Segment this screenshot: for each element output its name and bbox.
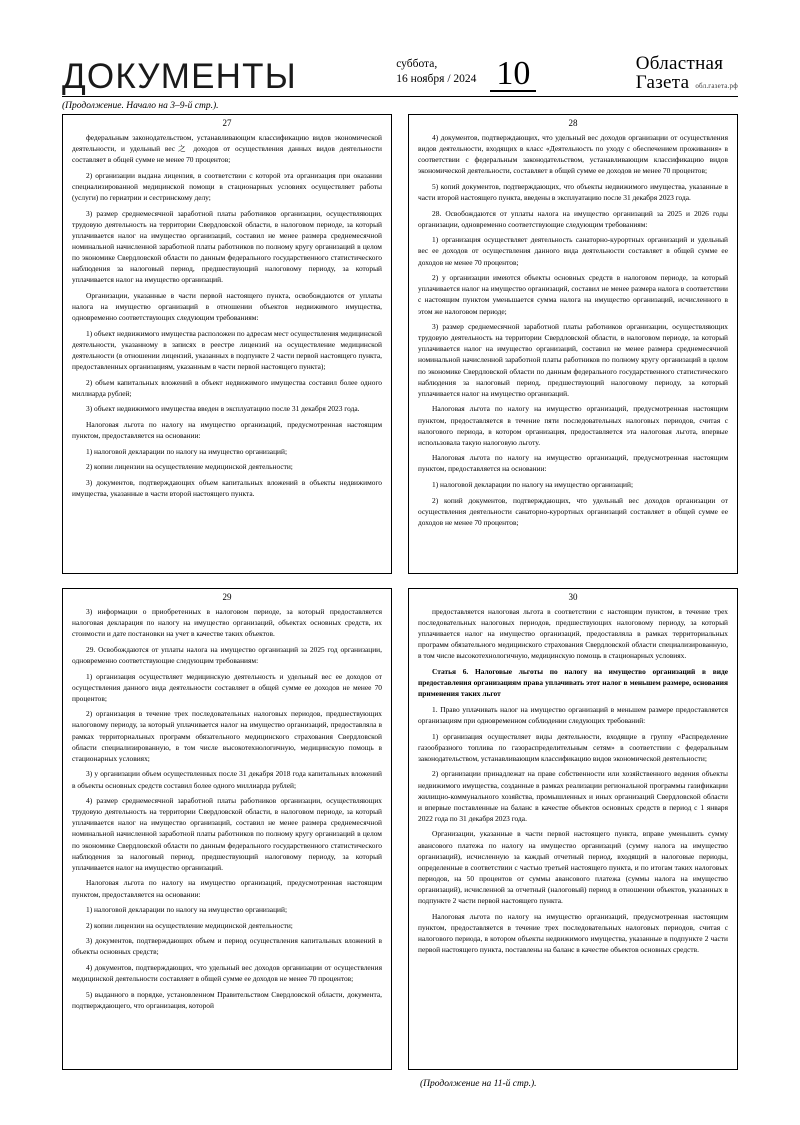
paragraph: Налоговая льгота по налогу на имущество организаций, предусмотренная настоящим пунктом, предоставляется на основании: (72, 878, 382, 899)
paragraph: 3) размер среднемесячной заработной платы работников организации, осуществляющих трудовую деятельность на территории Свердловской области, в налоговом периоде, за который уплачивается налог на имущество организаций, составил не менее размера среднемесячной номинальной начисленной заработной платы работников по полному кругу организаций в целом по экономике Свердловской области по данным федерального государственного статистического наблюдения за налоговый период, предшествующий налоговому периоду, за который уплачивается налог на имущество организаций. (72, 208, 382, 285)
column-block-29 (62, 588, 392, 1070)
paragraph: федеральным законодательством, устанавливающим классификацию видов экономической деятельности, и удельный вес之 доходов от осуществления данных видов деятельности составляет в общей сумме не менее 70 процентов; (72, 133, 382, 165)
paragraph: Налоговая льгота по налогу на имущество организаций, предусмотренная настоящим пунктом, предоставляется на основании: (72, 420, 382, 441)
brand-website: обл.газета.рф (695, 82, 738, 90)
column-block-28 (408, 114, 738, 574)
paragraph: 28. Освобождаются от уплаты налога на имущество организаций за 2025 и 2026 годы организации, одновременно соответствующие следующим требованиям: (418, 208, 728, 229)
paragraph: 3) размер среднемесячной заработной платы работников организации, осуществляющих трудовую деятельность на территории Свердловской области, в налоговом периоде, за который уплачивается налог на имущество организаций, составил не менее размера среднемесячной номинальной начисленной заработной платы работников по полному кругу организаций в целом по экономике Свердловской области по данным федерального государственного статистического наблюдения за налоговый период, предшествующий налоговому периоду, за который уплачивается налог на имущество организаций. (418, 322, 728, 398)
paragraph: 1) организация осуществляет деятельность санаторно-курортных организаций и удельный вес ее доходов от осуществления данного вида деятельности составляет в общей сумме ее доходов не менее 70 процентов; (418, 235, 728, 267)
brand-line-2: Газета (635, 72, 690, 93)
paragraph: Организации, указанные в части первой настоящего пункта, вправе уменьшить сумму авансового платежа по налогу на имущество организаций (сумму налога на имущество организаций), исчисленную за каждый отчетный период, входящий в налоговые периоды, определенные в соответствии с частью третьей настоящего пункта, и по итогам таких налоговых периодов, на 50 процентов от суммы авансового платежа (суммы налога на имущество организаций), исчисленной за отчетный (налоговый) период в отношении объектов, указанных в подпункте 2 части первой настоящего пункта. (418, 829, 728, 906)
paragraph: 2) объем капитальных вложений в объект недвижимого имущества составил более одного миллиарда рублей; (72, 377, 382, 398)
paragraph: 4) документов, подтверждающих, что удельный вес доходов организации от осуществления медицинской деятельности составляет в общей сумме ее доходов не менее 70 процентов; (72, 963, 382, 984)
masthead-divider (62, 96, 738, 97)
paragraph: 2) копий документов, подтверждающих, что удельный вес доходов организации от осуществления деятельности санаторно-курортных организаций составляет в общей сумме ее доходов не менее 70 процентов; (418, 495, 728, 527)
block-30-body (409, 604, 737, 961)
paragraph: 5) выданного в порядке, установленном Правительством Свердловской области, документа, подтверждающего, что организация, которой (72, 989, 382, 1010)
issue-weekday: суббота, (396, 57, 438, 70)
paragraph: 1) налоговой декларации по налогу на имущество организаций; (86, 905, 288, 915)
continuation-note-top: (Продолжение. Начало на 3–9-й стр.). (62, 101, 219, 111)
issue-date-value: 16 ноября / 2024 (396, 73, 477, 86)
paragraph: 3) у организации объем осуществленных после 31 декабря 2018 года капитальных вложений в объекты основных средств составил более одного миллиарда рублей; (72, 769, 382, 790)
paragraph: 2) организация в течение трех последовательных налоговых периодов, предшествующих налоговому периоду, за который уплачивается налог на имущество организаций, предоставляла в рамках территориальных программ обязательного медицинского страхования Свердловской области специализированную, в том числе высокотехнологичную, медицинскую помощь в стационарных условиях; (72, 709, 382, 763)
block-27-body (63, 130, 391, 505)
paragraph: 2) организации выдана лицензия, в соответствии с которой эта организация при оказании специализированной медицинской помощи в стационарных условиях осуществляет работы (услуги) по гериатрии и сестринскому делу; (72, 170, 382, 203)
block-29-header: 29 (222, 592, 232, 602)
paragraph: 1. Право уплачивать налог на имущество организаций в меньшем размере предоставляется организациям при одновременном соблюдении следующих требований: (418, 704, 728, 725)
paragraph: 3) документов, подтверждающих объем капитальных вложений в объекты недвижимого имущества, указанные в части второй настоящего пункта. (72, 477, 382, 499)
paragraph: 1) организация осуществляет медицинскую деятельность и удельный вес ее доходов от осуществления данного вида деятельности составляет в общей сумме ее доходов не менее 70 процентов; (72, 671, 382, 703)
block-29-body (63, 604, 391, 1017)
paragraph: предоставляется налоговая льгота в соответствии с настоящим пунктом, в течение трех последовательных налоговых периодов, предшествующих налоговому периоду, за который уплачивается налог на имущество организаций, предоставляла в рамках территориальных программ обязательного медицинского страхования Свердловской области специализированную, в том числе высокотехнологичную, медицинскую помощь в стационарных условиях. (418, 607, 728, 661)
masthead (62, 38, 738, 94)
article-heading: Статья 6. Налоговые льготы по налогу на имущество организаций в виде предоставления организациям права уплачивать этот налог в меньшем размере, основания применения таких льгот (418, 667, 728, 699)
block-28-header: 28 (568, 118, 578, 128)
continuation-note-bottom: (Продолжение на 11-й стр.). (420, 1079, 537, 1089)
brand-line-1: Областная (635, 53, 724, 74)
paragraph: 2) копии лицензии на осуществление медицинской деятельности; (86, 462, 293, 472)
paragraph: 2) у организации имеются объекты основных средств в налоговом периоде, за который уплачивается налог на имущество организаций, составил не менее размера налога в соответствии с настоящим пунктом уменьшается сумма налога на имущество организаций, исчисленного в этом же налоговом периоде; (418, 273, 728, 316)
paragraph: 4) размер среднемесячной заработной платы работников организации, осуществляющих трудовую деятельность на территории Свердловской области, в налоговом периоде, за который уплачивается налог на имущество организаций, составил не менее размера среднемесячной номинальной начисленной заработной платы работников по полному кругу организаций в целом по экономике Свердловской области по данным федерального государственного статистического наблюдения за налоговый период, предшествующий налоговому периоду, за который уплачивается налог на имущество организаций. (72, 796, 382, 872)
paragraph: 3) информации о приобретенных в налоговом периоде, за который предоставляется налоговая декларация по налогу на имущество организаций, объектах основных средств, их стоимости и дате постановки на учет в качестве таких объектов. (72, 607, 382, 639)
brand-line-2-row (636, 73, 738, 92)
block-28-body (409, 130, 737, 534)
column-block-27 (62, 114, 392, 574)
paragraph: 1) налоговой декларации по налогу на имущество организаций; (86, 446, 288, 456)
block-27-header: 27 (222, 118, 232, 128)
page-title: ДОКУМЕНТЫ (62, 57, 297, 96)
paragraph: 1) организация осуществляет виды деятельности, входящие в группу «Распределение газообразного топлива по газораспределительным сетям» в соответствии с федеральным законодательством, устанавливающим классификацию видов экономической деятельности; (418, 731, 728, 763)
page-number: 10 (490, 58, 536, 92)
paragraph: 2) организации принадлежат на праве собственности или хозяйственного ведения объекты недвижимого имущества, созданные в рамках реализации региональной программы газификации жилищно-коммунального хозяйства, промышленных и иных организаций Свердловской области и впервые поставленные на баланс в качестве объектов основных средств в период с 1 января 2022 года по 31 декабря 2023 года. (418, 769, 728, 823)
paragraph: 3) объект недвижимого имущества введен в эксплуатацию после 31 декабря 2023 года. (86, 404, 360, 414)
brand-logo (636, 54, 738, 94)
paragraph: 1) налоговой декларации по налогу на имущество организаций; (432, 480, 634, 490)
paragraph: Налоговая льгота по налогу на имущество организаций, предусмотренная настоящим пунктом, предоставляется в течение трех последовательных налоговых периодов, считая с налогового периода, в котором объекты недвижимого имущества, указанные в подпункте 2 части первой настоящего пункта, поставлены на баланс в качестве объектов основных средств. (418, 911, 728, 955)
paragraph: Организации, указанные в части первой настоящего пункта, освобождаются от уплаты налога на имущество организаций в отношении объектов недвижимого имущества, одновременно соответствующих следующим требованиям: (72, 290, 382, 323)
paragraph: Налоговая льгота по налогу на имущество организаций, предусмотренная настоящим пунктом, предоставляется на основании: (418, 453, 728, 474)
column-block-30 (408, 588, 738, 1070)
paragraph: 4) документов, подтверждающих, что удельный вес доходов организации от осуществления видов деятельности, входящих в класс «Деятельность по уходу с обеспечением проживания» в соответствии с федеральным законодательством, устанавливающим классификацию видов экономической деятельности, составляет в общей сумме ее доходов не менее 70 процентов; (418, 133, 728, 176)
masthead-center (396, 54, 536, 94)
paragraph: 2) копии лицензии на осуществление медицинской деятельности; (86, 920, 293, 930)
paragraph: 3) документов, подтверждающих объем и период осуществления капитальных вложений в объекты основных средств; (72, 936, 382, 957)
paragraph: Налоговая льгота по налогу на имущество организаций, предусмотренная настоящим пунктом, предоставляется в течение пяти последовательных налоговых периодов, считая с налогового периода, в котором организация, предоставляется эта налоговая льгота, впервые использовала такую налоговую льготу. (418, 404, 728, 447)
paragraph: 29. Освобождаются от уплаты налога на имущество организаций за 2025 год организации, одновременно соответствующие следующим требованиям: (72, 644, 382, 665)
block-30-header: 30 (568, 592, 578, 602)
issue-date (396, 57, 476, 92)
paragraph: 1) объект недвижимого имущества расположен по адресам мест осуществления медицинской деятельности, указанному в записях в реестре лицензий на осуществление медицинской деятельности (в отношении лицензий, указанных в подпункте 2 части первой настоящего пункта, предоставленных организациям, указанным в части первой настоящего пункта); (72, 328, 382, 372)
paragraph: 5) копий документов, подтверждающих, что объекты недвижимого имущества, указанные в части второй настоящего пункта, введены в эксплуатацию после 31 декабря 2023 года. (418, 181, 728, 203)
